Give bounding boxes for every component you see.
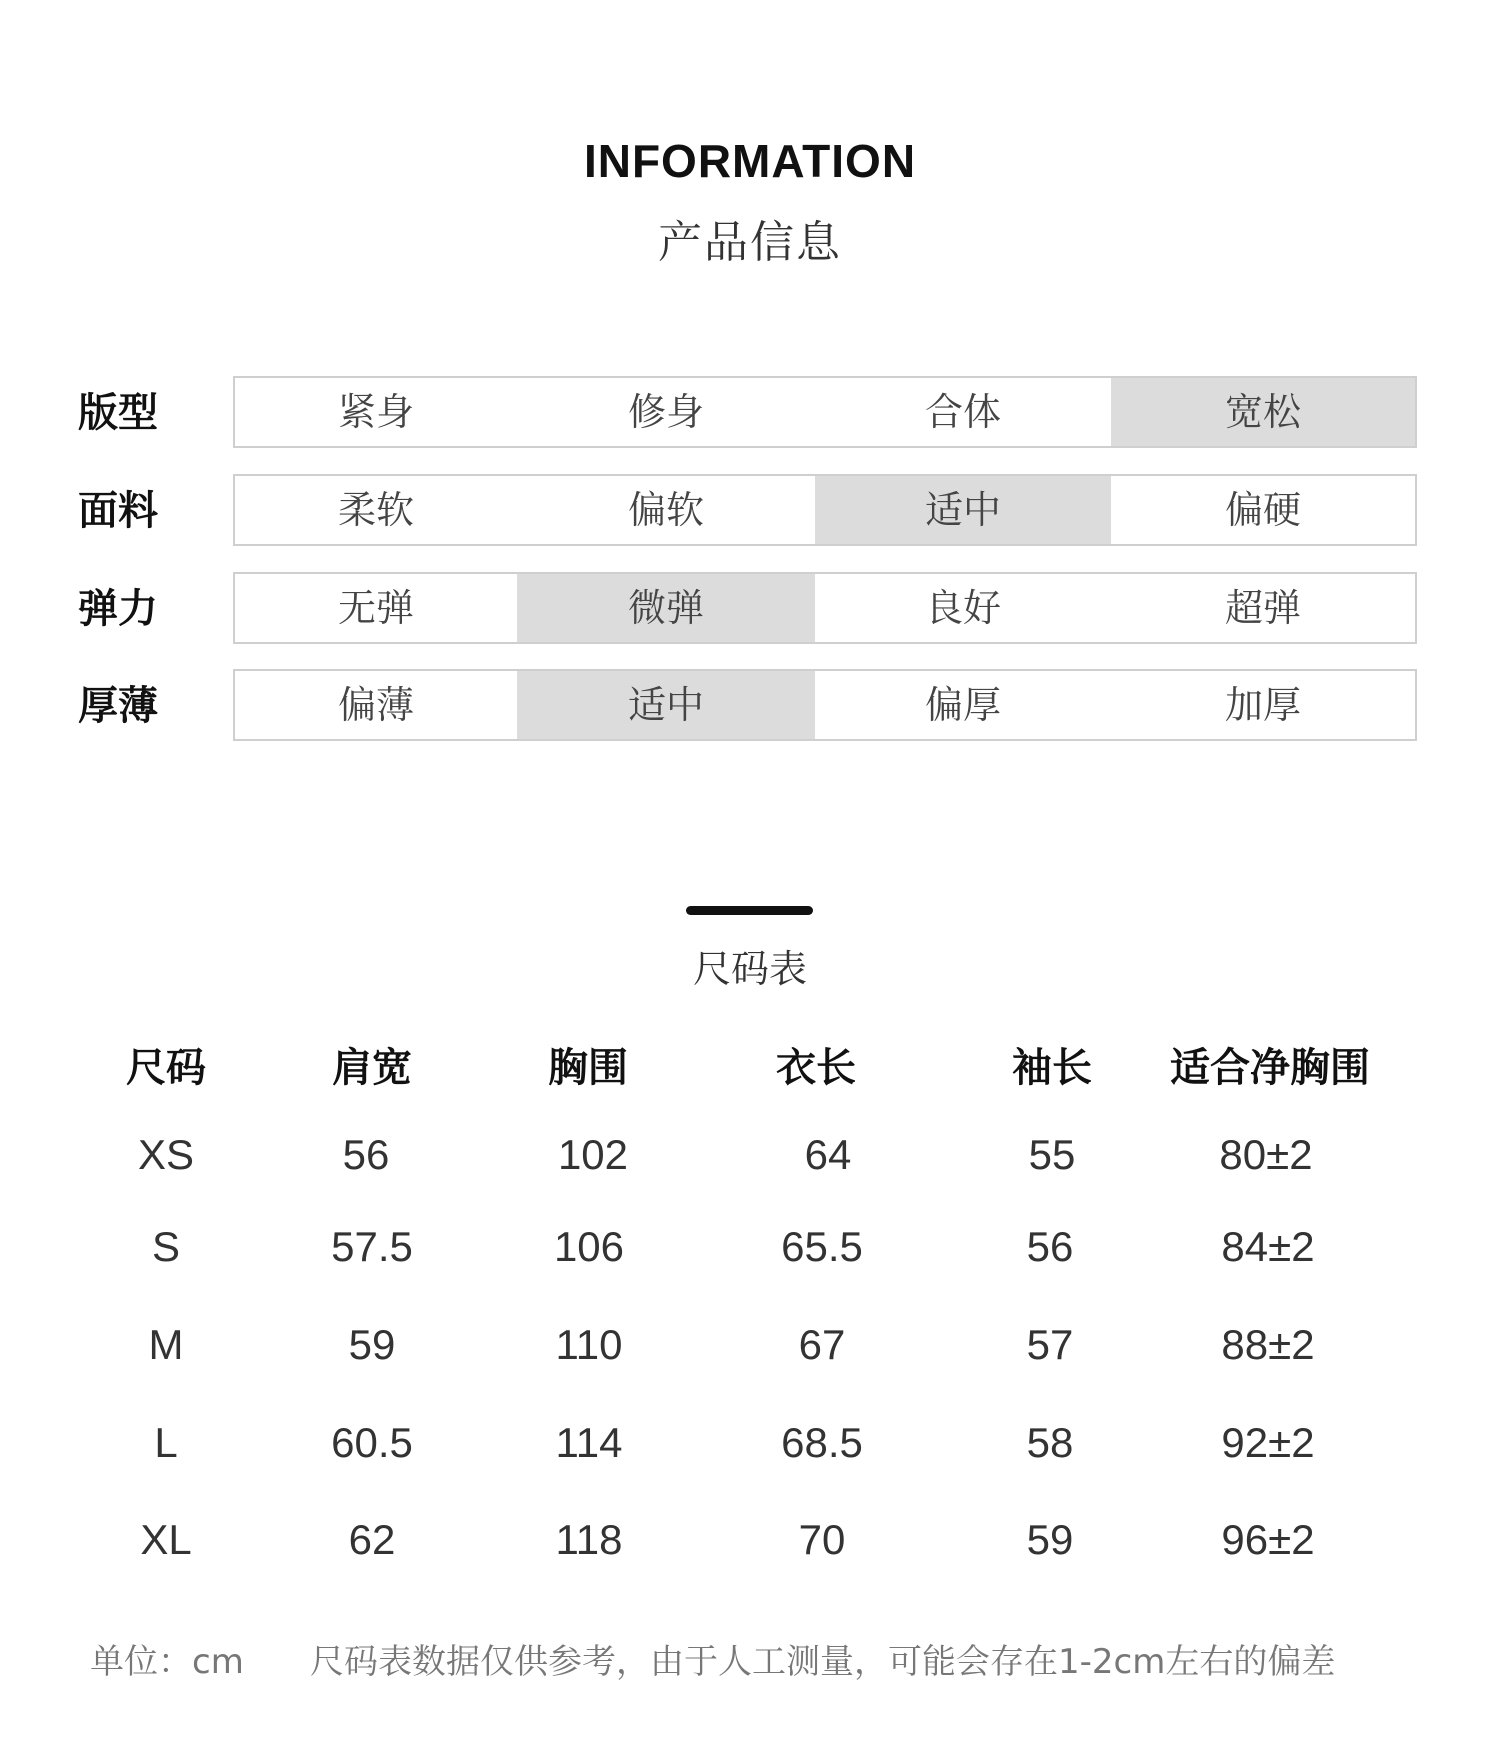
attr-label: 面料 [78, 488, 158, 534]
attr-options [233, 669, 1417, 741]
table-cell: XL [140, 1516, 192, 1563]
table-cell: 70 [798, 1516, 846, 1563]
attr-label: 弹力 [78, 586, 158, 632]
attr-option: 柔软 [337, 488, 414, 532]
section-divider [686, 906, 813, 915]
table-cell: 67 [798, 1321, 846, 1368]
attr-option: 宽松 [1111, 378, 1415, 446]
attr-option: 合体 [924, 390, 1001, 434]
table-cell: 58 [1026, 1419, 1074, 1466]
attr-option: 微弹 [517, 574, 815, 642]
table-cell: 62 [348, 1516, 396, 1563]
size-chart-title: 尺码表 [692, 947, 807, 991]
attr-options [233, 572, 1417, 644]
attr-option: 偏硬 [1224, 488, 1301, 532]
attr-option: 偏软 [627, 488, 704, 532]
col-header-shoulder: 肩宽 [332, 1045, 412, 1091]
attr-options [233, 474, 1417, 546]
table-cell: 88±2 [1221, 1321, 1315, 1368]
attr-option: 良好 [924, 586, 1001, 630]
table-cell: 57 [1026, 1321, 1074, 1368]
table-cell: 59 [348, 1321, 396, 1368]
attr-row-fabric [0, 474, 1500, 548]
table-cell: XS [137, 1131, 195, 1178]
table-cell: 92±2 [1221, 1419, 1315, 1466]
table-cell: 118 [555, 1516, 623, 1563]
attr-option: 修身 [627, 390, 704, 434]
attr-option: 偏厚 [924, 683, 1001, 727]
table-cell: 80±2 [1219, 1131, 1313, 1178]
table-cell: 84±2 [1221, 1223, 1315, 1270]
table-cell: 96±2 [1221, 1516, 1315, 1563]
table-cell: M [148, 1321, 184, 1368]
table-cell: 68.5 [781, 1419, 863, 1466]
attr-row-thickness [0, 669, 1500, 743]
info-title-zh: 产品信息 [658, 217, 842, 268]
attr-option: 偏薄 [337, 683, 414, 727]
attr-option: 适中 [815, 476, 1111, 544]
attr-option: 无弹 [337, 586, 414, 630]
table-cell: 65.5 [781, 1223, 863, 1270]
table-cell: 102 [557, 1131, 629, 1178]
table-cell: 57.5 [331, 1223, 413, 1270]
table-cell: 56 [1026, 1223, 1074, 1270]
attr-option: 超弹 [1224, 586, 1301, 630]
table-cell: 110 [555, 1321, 623, 1368]
table-cell: 60.5 [331, 1419, 413, 1466]
table-cell: S [151, 1223, 180, 1270]
table-cell: L [154, 1419, 178, 1466]
footer-note: 尺码表数据仅供参考，由于人工测量，可能会存在1-2cm左右的偏差 [310, 1642, 1336, 1682]
attr-options [233, 376, 1417, 448]
attr-label: 厚薄 [78, 683, 158, 729]
col-header-chest: 胸围 [548, 1045, 628, 1091]
table-cell: 106 [553, 1223, 625, 1270]
attr-row-fit [0, 376, 1500, 450]
footer-unit: 单位：cm [90, 1642, 244, 1682]
table-cell: 55 [1028, 1131, 1076, 1178]
attr-option: 适中 [517, 671, 815, 739]
attr-label: 版型 [78, 390, 158, 436]
col-header-length: 衣长 [776, 1045, 856, 1091]
table-cell: 59 [1026, 1516, 1074, 1563]
col-header-size: 尺码 [126, 1045, 206, 1091]
table-cell: 114 [555, 1419, 623, 1466]
table-cell: 64 [804, 1131, 852, 1178]
col-header-fit-chest: 适合净胸围 [1170, 1045, 1370, 1091]
table-cell: 56 [342, 1131, 390, 1178]
col-header-sleeve: 袖长 [1012, 1045, 1092, 1091]
info-title-en: INFORMATION [583, 135, 917, 187]
attr-option: 紧身 [337, 390, 414, 434]
attr-option: 加厚 [1224, 683, 1301, 727]
attr-row-elasticity [0, 572, 1500, 646]
